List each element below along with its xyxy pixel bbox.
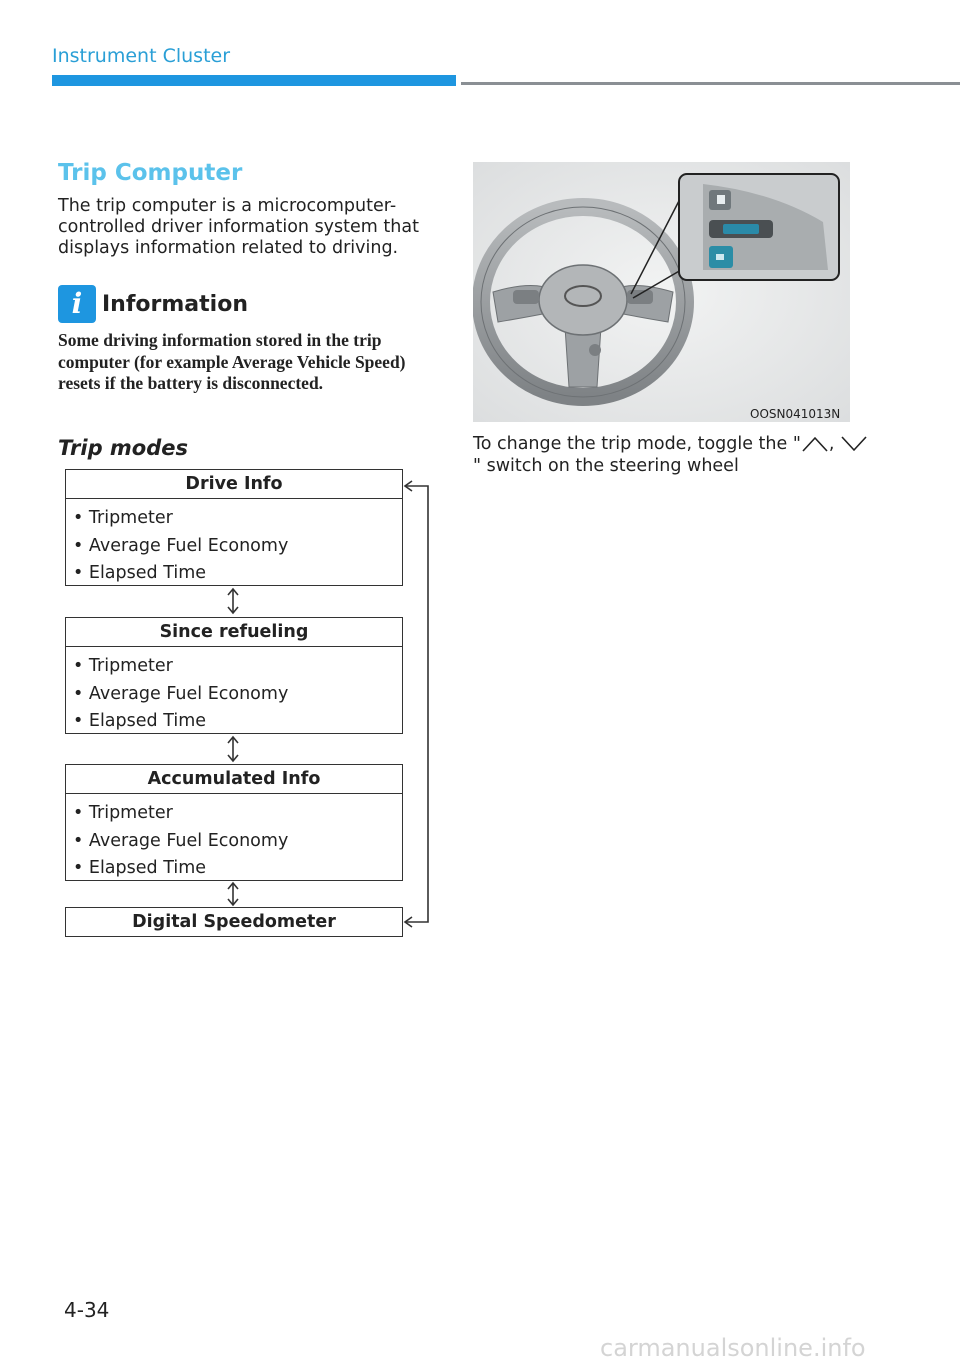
instruction-text-start: To change the trip mode, toggle the " [473,434,801,454]
mode-title: Digital Speedometer [132,912,336,932]
instruction-text-end: " switch on the steering wheel [473,456,739,476]
watermark: carmanualsonline.info [600,1334,866,1362]
trip-modes-title: Trip modes [58,436,188,460]
steering-wheel-illustration [473,162,850,422]
mode-title: Since refueling [66,618,402,647]
mode-item: • Elapsed Time [66,560,402,588]
chevron-up-icon [801,436,829,452]
information-title: Information [102,292,248,317]
section-title: Trip Computer [58,160,243,186]
loop-back-arrow [406,486,428,922]
mode-item: • Tripmeter [66,505,402,533]
mode-item: • Tripmeter [66,800,402,828]
instruction-text-separator: , [828,434,841,454]
page-number: 4-34 [64,1298,110,1322]
mode-title: Drive Info [66,470,402,499]
information-text: Some driving information stored in the trip computer (for example Average Vehicle Speed) resets if the battery is disconnected. [58,330,406,393]
wheel-hub [539,265,627,335]
info-icon: i [58,285,96,323]
mode-item: • Elapsed Time [66,855,402,883]
chevron-down-icon [840,436,868,452]
mode-item: • Average Fuel Economy [66,533,402,561]
intro-paragraph: The trip computer is a microcomputer-controlled driver information system that displays information related to driving. [58,196,419,258]
trip-mode-instruction [473,433,873,477]
mode-title: Accumulated Info [66,765,402,794]
mode-item: • Average Fuel Economy [66,828,402,856]
mode-item: • Average Fuel Economy [66,681,402,709]
section-header: Instrument Cluster [52,45,231,67]
figure-caption: OOSN041013N [750,407,841,421]
mode-item: • Elapsed Time [66,708,402,736]
mode-item: • Tripmeter [66,653,402,681]
